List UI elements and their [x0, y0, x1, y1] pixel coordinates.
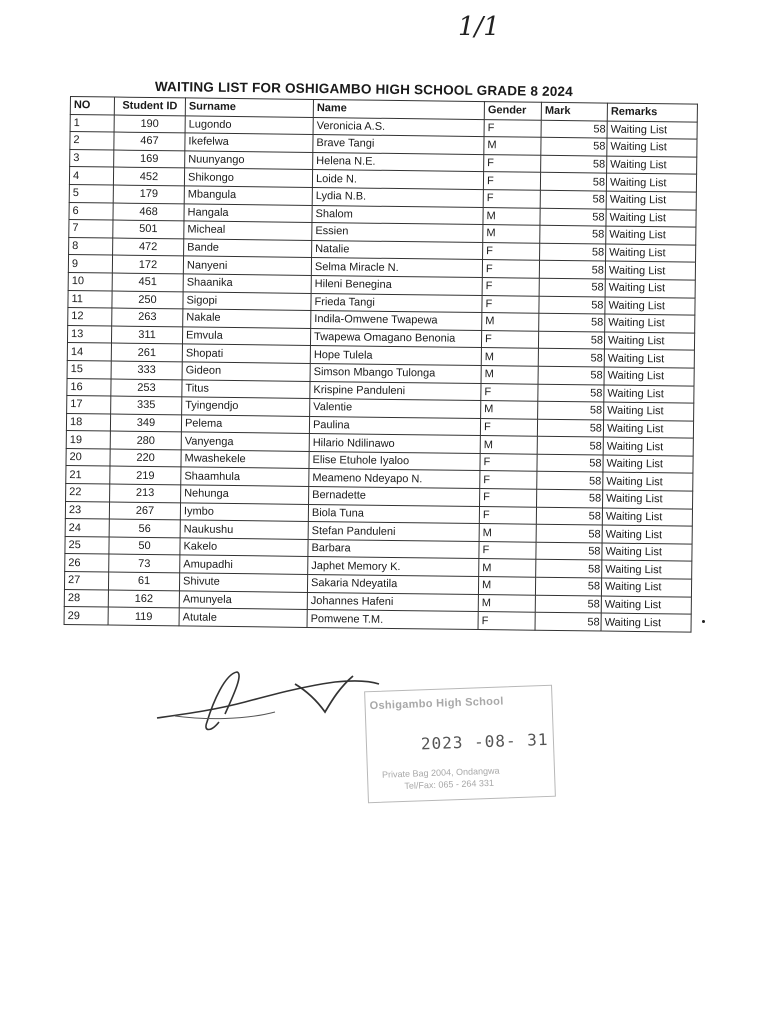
cell-student-id: 253	[111, 379, 182, 397]
cell-mark: 58	[540, 243, 606, 261]
header-name: Name	[313, 99, 484, 119]
cell-student-id: 311	[111, 326, 182, 344]
cell-surname: Iymbo	[180, 503, 308, 522]
cell-no: 6	[69, 202, 113, 220]
cell-name: Hilario Ndilinawo	[309, 434, 480, 454]
cell-no: 2	[70, 132, 114, 150]
cell-student-id: 190	[114, 115, 185, 133]
cell-no: 20	[66, 448, 110, 466]
cell-gender: F	[479, 541, 536, 559]
cell-mark: 58	[537, 489, 603, 507]
cell-remarks: Waiting List	[604, 349, 694, 368]
cell-remarks: Waiting List	[605, 279, 695, 298]
cell-remarks: Waiting List	[604, 402, 694, 421]
cell-surname: Shaanika	[183, 274, 311, 293]
cell-surname: Nehunga	[181, 485, 309, 504]
cell-no: 28	[64, 589, 108, 607]
cell-no: 9	[68, 255, 112, 273]
cell-no: 18	[66, 413, 110, 431]
cell-name: Veronicia A.S.	[313, 117, 484, 137]
cell-mark: 58	[536, 524, 602, 542]
cell-remarks: Waiting List	[602, 543, 692, 562]
cell-surname: Shopati	[182, 344, 310, 363]
cell-name: Frieda Tangi	[311, 293, 482, 313]
cell-surname: Nanyeni	[183, 256, 311, 275]
cell-mark: 58	[539, 278, 605, 296]
cell-surname: Sigopi	[183, 291, 311, 310]
cell-student-id: 50	[109, 537, 180, 555]
cell-name: Elise Etuhole Iyaloo	[309, 451, 480, 471]
cell-gender: F	[480, 489, 537, 507]
cell-remarks: Waiting List	[605, 314, 695, 333]
stamp-date: 2023 -08- 31	[420, 729, 549, 754]
cell-mark: 58	[538, 331, 604, 349]
cell-student-id: 333	[111, 361, 182, 379]
cell-mark: 58	[539, 313, 605, 331]
cell-student-id: 61	[108, 572, 179, 590]
cell-surname: Naukushu	[180, 520, 308, 539]
cell-name: Hileni Benegina	[311, 275, 482, 295]
cell-name: Indila-Omwene Twapewa	[311, 311, 482, 331]
signature-loop	[206, 672, 239, 730]
header-gender: Gender	[484, 102, 541, 120]
cell-name: Stefan Panduleni	[308, 522, 479, 542]
cell-mark: 58	[540, 208, 606, 226]
cell-name: Sakaria Ndeyatila	[307, 574, 478, 594]
cell-name: Bernadette	[309, 487, 480, 507]
cell-surname: Emvula	[182, 327, 310, 346]
cell-student-id: 280	[110, 431, 181, 449]
cell-student-id: 452	[113, 167, 184, 185]
cell-surname: Bande	[184, 239, 312, 258]
cell-surname: Lugondo	[185, 116, 313, 135]
cell-no: 22	[66, 484, 110, 502]
cell-remarks: Waiting List	[601, 596, 691, 615]
cell-gender: F	[483, 242, 540, 260]
cell-student-id: 56	[109, 519, 180, 537]
cell-surname: Titus	[182, 379, 310, 398]
cell-gender: M	[483, 225, 540, 243]
cell-student-id: 162	[108, 590, 179, 608]
cell-surname: Amupadhi	[180, 555, 308, 574]
cell-name: Natalie	[312, 240, 483, 260]
cell-name: Hope Tulela	[310, 346, 481, 366]
cell-remarks: Waiting List	[606, 244, 696, 263]
cell-name: Japhet Memory K.	[308, 557, 479, 577]
cell-gender: F	[480, 418, 537, 436]
cell-name: Paulina	[309, 416, 480, 436]
cell-mark: 58	[540, 190, 606, 208]
cell-gender: F	[484, 154, 541, 172]
cell-surname: Gideon	[182, 362, 310, 381]
cell-mark: 58	[540, 225, 606, 243]
header-remarks: Remarks	[607, 103, 697, 122]
cell-remarks: Waiting List	[605, 297, 695, 316]
cell-student-id: 219	[110, 466, 181, 484]
cell-mark: 58	[536, 507, 602, 525]
stamp-address: Private Bag 2004, Ondangwa	[381, 765, 500, 780]
cell-mark: 58	[536, 560, 602, 578]
cell-gender: F	[483, 190, 540, 208]
cell-surname: Vanyenga	[181, 432, 309, 451]
cell-name: Biola Tuna	[308, 504, 479, 524]
cell-no: 15	[67, 360, 111, 378]
cell-name: Selma Miracle N.	[311, 258, 482, 278]
cell-mark: 58	[535, 612, 601, 630]
cell-no: 26	[65, 554, 109, 572]
cell-gender: M	[482, 313, 539, 331]
cell-remarks: Waiting List	[607, 156, 697, 175]
cell-gender: M	[481, 365, 538, 383]
cell-gender: M	[478, 577, 535, 595]
cell-no: 11	[68, 290, 112, 308]
school-stamp	[364, 685, 556, 803]
cell-gender: F	[481, 383, 538, 401]
cell-gender: M	[479, 559, 536, 577]
cell-remarks: Waiting List	[604, 367, 694, 386]
cell-remarks: Waiting List	[603, 473, 693, 492]
signature	[155, 662, 385, 737]
cell-no: 27	[64, 572, 108, 590]
cell-mark: 58	[538, 366, 604, 384]
cell-student-id: 468	[113, 203, 184, 221]
cell-remarks: Waiting List	[602, 560, 692, 579]
cell-surname: Shikongo	[184, 168, 312, 187]
cell-no: 14	[67, 343, 111, 361]
cell-mark: 58	[537, 419, 603, 437]
cell-remarks: Waiting List	[601, 613, 691, 632]
cell-remarks: Waiting List	[603, 420, 693, 439]
cell-gender: F	[478, 612, 535, 630]
header-surname: Surname	[185, 98, 313, 117]
cell-no: 1	[70, 114, 114, 132]
cell-student-id: 119	[108, 607, 179, 625]
cell-mark: 58	[541, 155, 607, 173]
cell-gender: M	[481, 401, 538, 419]
cell-remarks: Waiting List	[606, 226, 696, 245]
cell-mark: 58	[535, 595, 601, 613]
cell-name: Brave Tangi	[313, 135, 484, 155]
cell-mark: 58	[541, 137, 607, 155]
cell-no: 25	[65, 536, 109, 554]
cell-name: Krispine Panduleni	[310, 381, 481, 401]
cell-surname: Tyingendjo	[182, 397, 310, 416]
cell-gender: F	[480, 471, 537, 489]
cell-gender: F	[484, 119, 541, 137]
cell-gender: M	[479, 524, 536, 542]
cell-student-id: 179	[113, 185, 184, 203]
cell-surname: Hangala	[184, 203, 312, 222]
cell-student-id: 213	[110, 484, 181, 502]
cell-no: 21	[66, 466, 110, 484]
cell-remarks: Waiting List	[607, 138, 697, 157]
cell-surname: Mwashekele	[181, 450, 309, 469]
cell-student-id: 261	[111, 343, 182, 361]
cell-name: Simson Mbango Tulonga	[310, 363, 481, 383]
cell-gender: M	[478, 594, 535, 612]
cell-no: 24	[65, 519, 109, 537]
cell-mark: 58	[540, 173, 606, 191]
cell-name: Loide N.	[312, 170, 483, 190]
cell-remarks: Waiting List	[604, 332, 694, 351]
cell-gender: M	[481, 348, 538, 366]
cell-mark: 58	[536, 542, 602, 560]
cell-no: 13	[67, 325, 111, 343]
cell-remarks: Waiting List	[606, 209, 696, 228]
cell-mark: 58	[537, 472, 603, 490]
header-student-id: Student ID	[114, 97, 185, 115]
cell-gender: F	[481, 330, 538, 348]
cell-remarks: Waiting List	[607, 121, 697, 140]
cell-surname: Shivute	[179, 573, 307, 592]
cell-no: 23	[65, 501, 109, 519]
header-no: NO	[70, 97, 114, 115]
cell-gender: F	[483, 172, 540, 190]
stamp-school-name: Oshigambo High School	[369, 695, 504, 713]
cell-name: Johannes Hafeni	[307, 592, 478, 612]
cell-student-id: 349	[110, 414, 181, 432]
cell-no: 5	[69, 184, 113, 202]
cell-student-id: 451	[112, 273, 183, 291]
cell-gender: M	[483, 207, 540, 225]
cell-mark: 58	[541, 120, 607, 138]
cell-student-id: 73	[109, 554, 180, 572]
cell-student-id: 250	[112, 291, 183, 309]
cell-gender: F	[482, 295, 539, 313]
cell-remarks: Waiting List	[603, 437, 693, 456]
cell-student-id: 467	[114, 132, 185, 150]
cell-mark: 58	[537, 454, 603, 472]
cell-student-id: 501	[113, 220, 184, 238]
cell-surname: Kakelo	[180, 538, 308, 557]
cell-no: 7	[69, 220, 113, 238]
cell-name: Essien	[312, 223, 483, 243]
cell-mark: 58	[535, 577, 601, 595]
cell-remarks: Waiting List	[602, 508, 692, 527]
cell-surname: Nakale	[183, 309, 311, 328]
cell-no: 29	[64, 607, 108, 625]
cell-no: 19	[66, 431, 110, 449]
cell-surname: Shaamhula	[181, 467, 309, 486]
stray-mark	[702, 620, 705, 623]
table-body	[64, 114, 697, 632]
cell-student-id: 220	[110, 449, 181, 467]
waiting-list-table-wrapper	[64, 96, 698, 632]
document-title: WAITING LIST FOR OSHIGAMBO HIGH SCHOOL GRADE 8 2024	[154, 79, 573, 100]
cell-no: 4	[69, 167, 113, 185]
cell-gender: F	[480, 453, 537, 471]
cell-name: Meameno Ndeyapo N.	[309, 469, 480, 489]
cell-no: 12	[68, 308, 112, 326]
cell-name: Pomwene T.M.	[307, 610, 478, 630]
cell-name: Shalom	[312, 205, 483, 225]
cell-remarks: Waiting List	[606, 173, 696, 192]
cell-student-id: 263	[112, 308, 183, 326]
cell-student-id: 472	[113, 238, 184, 256]
cell-mark: 58	[539, 296, 605, 314]
cell-remarks: Waiting List	[601, 578, 691, 597]
cell-surname: Micheal	[184, 221, 312, 240]
cell-gender: M	[484, 137, 541, 155]
cell-surname: Pelema	[181, 415, 309, 434]
cell-remarks: Waiting List	[602, 525, 692, 544]
cell-name: Helena N.E.	[313, 152, 484, 172]
cell-student-id: 267	[109, 502, 180, 520]
header-mark: Mark	[541, 102, 607, 120]
cell-surname: Nuunyango	[185, 151, 313, 170]
cell-no: 16	[67, 378, 111, 396]
cell-mark: 58	[537, 437, 603, 455]
page-number: 1/1	[458, 12, 500, 42]
cell-no: 3	[70, 149, 114, 167]
stamp-phone: Tel/Fax: 065 - 264 331	[404, 777, 495, 791]
waiting-list-table	[64, 96, 698, 632]
cell-no: 10	[68, 272, 112, 290]
cell-gender: M	[480, 436, 537, 454]
cell-no: 17	[67, 396, 111, 414]
cell-name: Valentie	[310, 399, 481, 419]
cell-surname: Mbangula	[184, 186, 312, 205]
cell-mark: 58	[538, 384, 604, 402]
cell-name: Twapewa Omagano Benonia	[310, 328, 481, 348]
cell-mark: 58	[538, 349, 604, 367]
cell-remarks: Waiting List	[605, 261, 695, 280]
cell-gender: F	[482, 277, 539, 295]
cell-remarks: Waiting List	[604, 385, 694, 404]
cell-student-id: 335	[111, 396, 182, 414]
cell-mark: 58	[539, 261, 605, 279]
cell-student-id: 172	[112, 255, 183, 273]
cell-surname: Atutale	[179, 608, 307, 627]
cell-mark: 58	[538, 401, 604, 419]
cell-remarks: Waiting List	[606, 191, 696, 210]
cell-name: Lydia N.B.	[312, 187, 483, 207]
cell-remarks: Waiting List	[603, 490, 693, 509]
cell-gender: F	[482, 260, 539, 278]
cell-no: 8	[69, 237, 113, 255]
cell-surname: Amunyela	[179, 590, 307, 609]
cell-gender: F	[479, 506, 536, 524]
cell-remarks: Waiting List	[603, 455, 693, 474]
cell-name: Barbara	[308, 539, 479, 559]
signature-stroke	[157, 681, 379, 718]
cell-student-id: 169	[114, 150, 185, 168]
cell-surname: Ikefelwa	[185, 133, 313, 152]
